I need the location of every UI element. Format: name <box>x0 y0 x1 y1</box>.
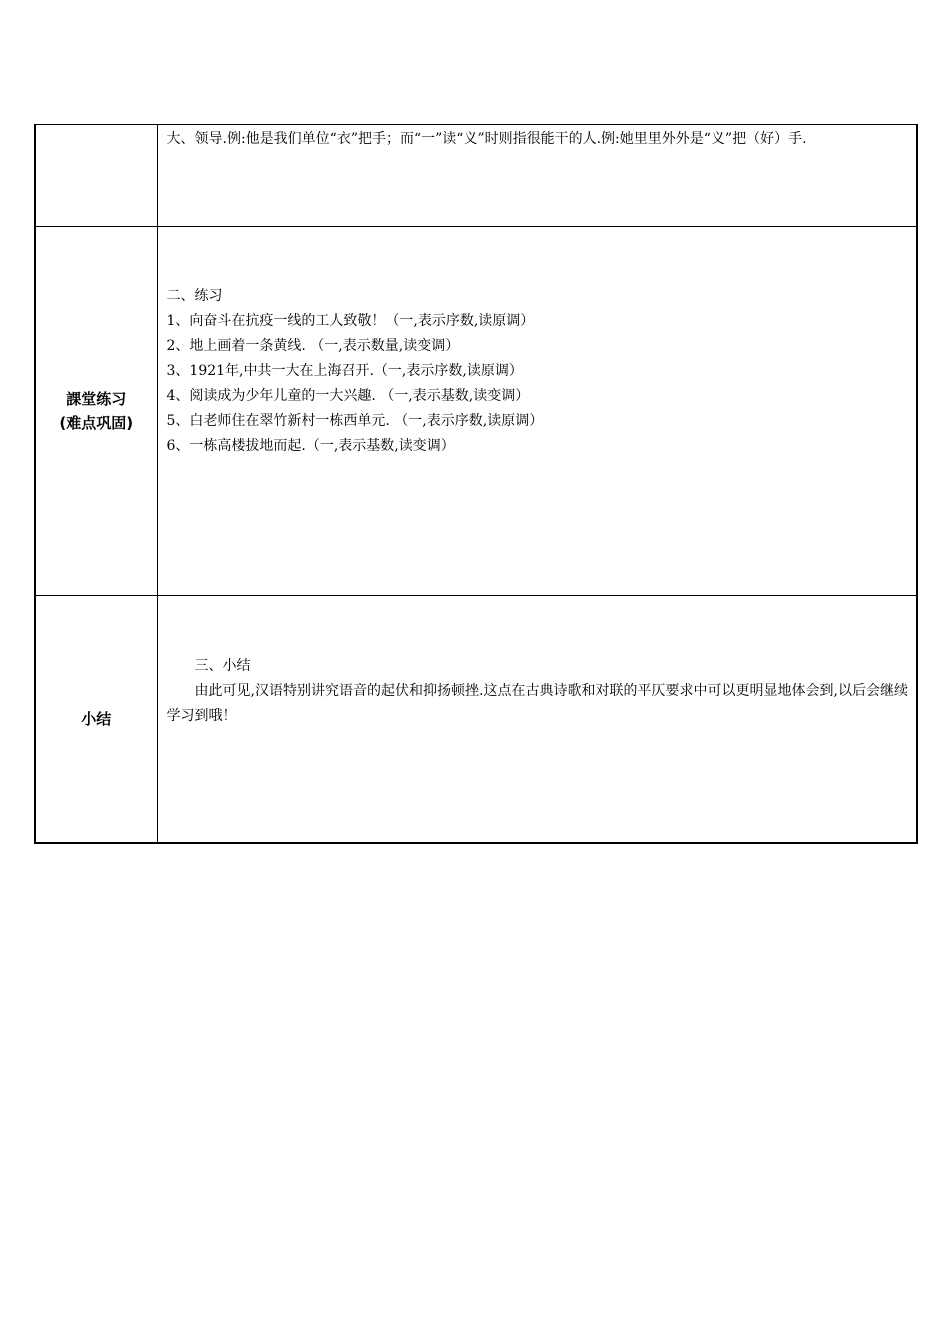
table-row <box>35 227 917 596</box>
practice-item: 5、白老师住在翠竹新村一栋西单元. （一,表示序数,读原调） <box>166 413 544 429</box>
summary-heading: 三、小结 <box>194 658 251 674</box>
continuation-paragraph: 大、领导.例:他是我们单位“衣”把手；而“一”读“义”时则指很能干的人.例:她里里外外是“义”把（好）手. <box>166 131 807 147</box>
practice-item: 6、一栋高楼拔地而起.（一,表示基数,读变调） <box>166 438 455 454</box>
row-label-practice <box>35 227 157 596</box>
row-content-practice <box>157 227 917 596</box>
practice-item: 1、向奋斗在抗疫一线的工人致敬！（一,表示序数,读原调） <box>166 313 535 329</box>
table-row <box>35 596 917 844</box>
practice-item: 2、地上画着一条黄线. （一,表示数量,读变调） <box>166 338 460 354</box>
practice-item: 3、1921年,中共一大在上海召开.（一,表示序数,读原调） <box>166 363 523 379</box>
practice-heading: 二、练习 <box>166 288 223 304</box>
table-row <box>35 125 917 227</box>
row-label-empty <box>35 125 157 227</box>
practice-label-title: 課堂练习 <box>66 390 127 408</box>
practice-label-subtitle: (难点巩固) <box>59 414 134 432</box>
row-content-continuation <box>157 125 917 227</box>
practice-item: 4、阅读成为少年儿童的一大兴趣. （一,表示基数,读变调） <box>166 388 530 404</box>
row-label-summary: 小结 <box>35 596 157 844</box>
summary-body: 由此可见,汉语特别讲究语音的起伏和抑扬顿挫.这点在古典诗歌和对联的平仄要求中可以更明显地体会到,以后会继续学习到哦！ <box>166 683 908 724</box>
row-content-summary <box>157 596 917 844</box>
lesson-plan-table <box>34 124 918 844</box>
